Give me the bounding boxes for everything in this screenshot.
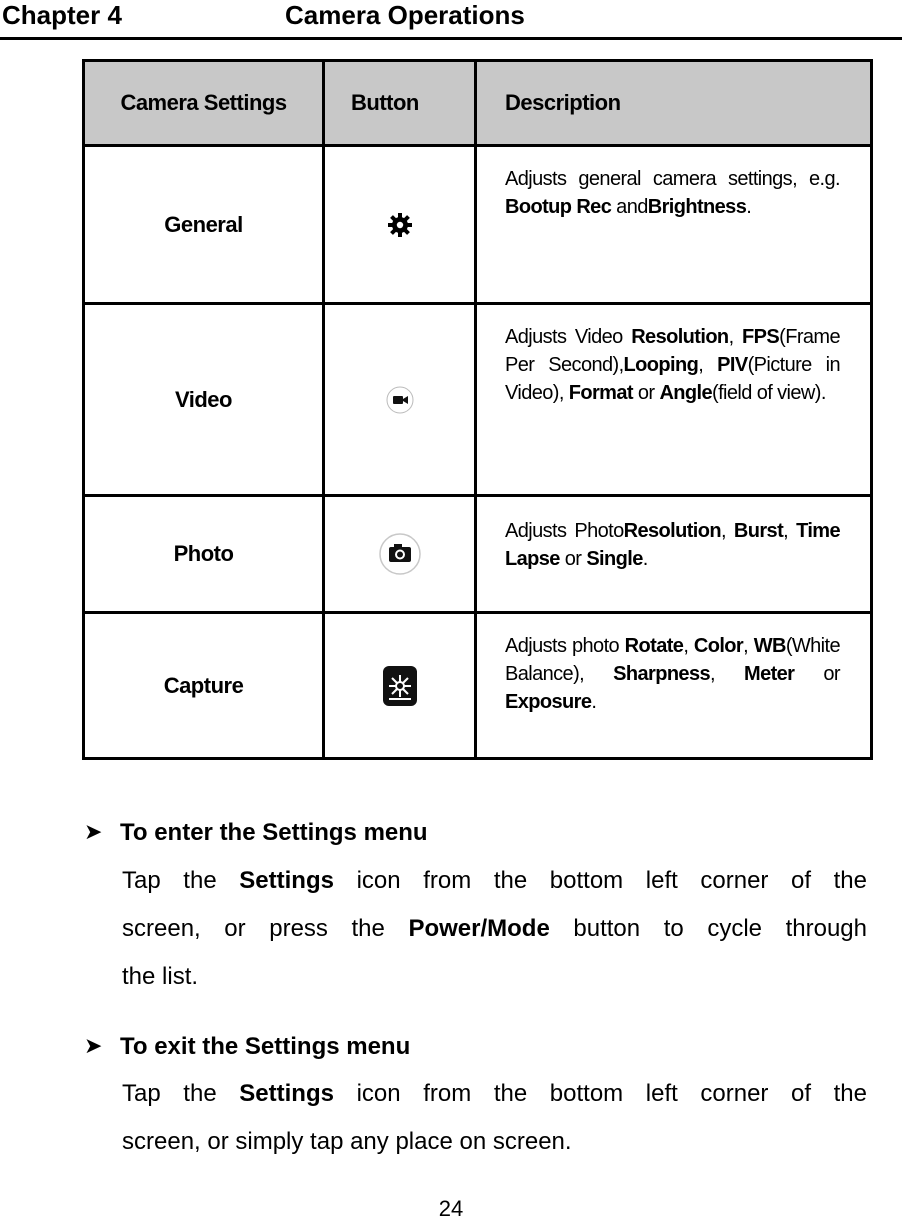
text-run: Tap the: [122, 867, 240, 894]
bold-term: Burst: [733, 520, 784, 542]
setting-button-cell: [324, 613, 476, 759]
setting-button-cell: [324, 146, 476, 304]
setting-description: [476, 613, 872, 759]
text-run: ,: [683, 635, 694, 657]
setting-description: [476, 304, 872, 496]
text-run: .: [642, 548, 648, 570]
bold-term: Looping: [623, 354, 699, 376]
bold-term: Bootup Rec: [505, 196, 612, 218]
text-run: screen, or press the: [122, 915, 409, 942]
arrow-bullet-icon: ➤: [84, 1033, 103, 1058]
chapter-label: Chapter 4: [2, 0, 122, 30]
setting-button-cell: [324, 304, 476, 496]
bold-term: Color: [693, 635, 744, 657]
settings-table: [82, 59, 873, 760]
setting-name: Photo: [84, 496, 324, 613]
text-run: ,: [710, 663, 745, 685]
section-body-exit: [122, 1070, 867, 1166]
paragraph-line: [122, 953, 867, 1001]
table-row: [84, 613, 872, 759]
bold-term: Brightness: [647, 196, 747, 218]
capture-exposure-icon[interactable]: [383, 666, 417, 706]
text-run: ,: [728, 326, 743, 348]
page-header: [0, 0, 902, 40]
text-run: Adjusts general camera settings, e.g.: [505, 168, 840, 190]
setting-description: [476, 146, 872, 304]
paragraph-line: [122, 1070, 867, 1118]
bold-term: Rotate: [624, 635, 684, 657]
bold-term: Resolution: [623, 520, 721, 542]
text-run: ,: [743, 635, 754, 657]
setting-name: Capture: [84, 613, 324, 759]
photo-camera-icon[interactable]: [378, 532, 422, 576]
text-run: (field of view).: [712, 382, 826, 404]
table-header-row: [84, 61, 872, 146]
paragraph-line: [122, 905, 867, 953]
bold-term: Format: [568, 382, 633, 404]
bold-term: Settings: [239, 867, 334, 894]
bold-term: WB: [753, 635, 786, 657]
page-number: 24: [438, 1196, 464, 1221]
text-run: Adjusts photo: [505, 635, 625, 657]
setting-name: General: [84, 146, 324, 304]
text-run: .: [746, 196, 752, 218]
setting-name: Video: [84, 304, 324, 496]
text-run: the list.: [122, 963, 199, 990]
paragraph-line: [122, 857, 867, 905]
bold-term: Meter: [744, 663, 795, 685]
setting-description: [476, 496, 872, 613]
bold-term: Settings: [239, 1080, 334, 1107]
table-row: [84, 146, 872, 304]
column-header-button: Button: [324, 61, 476, 146]
bold-term: Power/Mode: [408, 915, 550, 942]
table-row: [84, 496, 872, 613]
section-body-enter: [122, 857, 867, 1001]
bold-term: Time Lapse: [505, 520, 840, 570]
text-run: .: [591, 691, 597, 713]
setting-button-cell: [324, 496, 476, 613]
bold-term: FPS: [742, 326, 780, 348]
table-row: [84, 304, 872, 496]
video-camera-icon[interactable]: [385, 385, 415, 415]
bold-term: Resolution: [631, 326, 729, 348]
text-run: ,: [698, 354, 718, 376]
column-header-description: Description: [476, 61, 872, 146]
text-run: Adjusts Video: [505, 326, 632, 348]
text-run: and: [611, 196, 648, 218]
text-run: (Picture in Video),: [505, 354, 840, 404]
arrow-bullet-icon: ➤: [84, 819, 103, 844]
bold-term: PIV: [717, 354, 748, 376]
text-run: button to cycle through: [549, 915, 867, 942]
bold-term: Angle: [659, 382, 713, 404]
bold-term: Exposure: [505, 691, 592, 713]
column-header-settings: Camera Settings: [84, 61, 324, 146]
text-run: screen, or simply tap any place on screen.: [122, 1128, 572, 1155]
text-run: or: [794, 663, 840, 685]
text-run: or: [559, 548, 587, 570]
text-run: icon from the bottom left corner of the: [333, 1080, 867, 1107]
chapter-title: Camera Operations: [285, 0, 525, 30]
text-run: icon from the bottom left corner of the: [333, 867, 867, 894]
text-run: (Frame Per Second),: [505, 326, 840, 376]
paragraph-line: [122, 1118, 867, 1166]
text-run: Adjusts Photo: [505, 520, 624, 542]
text-run: Tap the: [122, 1080, 240, 1107]
bold-term: Single: [586, 548, 643, 570]
bold-term: Sharpness: [613, 663, 711, 685]
text-run: (White Balance),: [505, 635, 840, 685]
gear-icon[interactable]: [387, 212, 413, 238]
text-run: or: [632, 382, 660, 404]
text-run: ,: [720, 520, 734, 542]
text-run: ,: [783, 520, 797, 542]
